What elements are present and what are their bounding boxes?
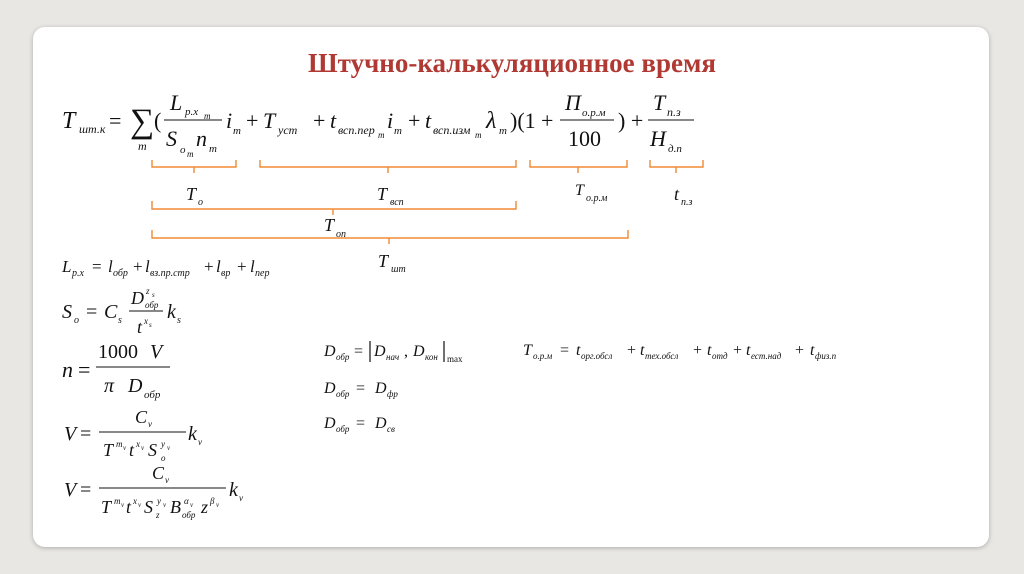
formula-l-l3: l [216, 257, 221, 276]
formula-v2-b-supsub: v [190, 501, 194, 509]
formula-l-l4-sub: пер [255, 268, 270, 279]
formula-l-l2-sub: вз.пр.стр [150, 268, 190, 279]
formula-n-v: V [150, 341, 163, 363]
formula-s-k-sub: s [177, 315, 181, 326]
H-subscript: д.п [668, 143, 682, 155]
S-subscript: o [180, 144, 186, 156]
formula-S [62, 286, 181, 337]
formula-s-eq: = [86, 301, 98, 323]
formula-t-t5-sub: физ.п [815, 351, 837, 361]
L-subsubscript: m [204, 111, 211, 121]
formula-t-plus4: + [795, 342, 805, 359]
hundred: 100 [568, 126, 601, 151]
formula-v2-s: S [144, 497, 153, 517]
formula-s-t-sup: x [144, 316, 148, 326]
formula-l-l2: l [145, 257, 150, 276]
formula-d1-d2-sub: нач [386, 352, 400, 362]
formula-s-c-sub: s [118, 315, 122, 326]
formula-D1 [323, 341, 463, 364]
i-subscript: m [233, 125, 241, 137]
formula-s-s: S [62, 301, 72, 323]
brace-Tvsp-subscript: всп [390, 197, 404, 208]
formula-l-l1: l [108, 257, 113, 276]
formula-v2-v: V [64, 479, 77, 501]
formula-d3-d-sub: обр [336, 424, 350, 434]
formula-d2-d2: D [375, 380, 387, 397]
formula-s-d-sup: z [146, 286, 150, 296]
formula-l-l4: l [250, 257, 255, 276]
formula-s-t: t [137, 317, 143, 337]
plus-4: + [541, 108, 554, 133]
t-izm-symbol: t [425, 108, 432, 133]
plus-3: + [408, 108, 421, 133]
P-symbol: П [565, 90, 581, 115]
formula-n-n: n [62, 357, 73, 382]
formula-t-t: T [523, 342, 532, 359]
formula-d1-comma: , [404, 343, 408, 360]
formula-d3-eq: = [356, 415, 366, 432]
formula-d3-d2: D [375, 415, 387, 432]
formula-t-t5: t [810, 342, 815, 359]
brace-Tvsp [260, 160, 516, 173]
n-symbol: n [196, 126, 207, 151]
formula-L [61, 257, 269, 279]
formula-t-t1: t [576, 342, 581, 359]
formula-v2-s-sub: z [156, 510, 160, 520]
T-pz-subscript: п.з [667, 105, 681, 119]
formula-t-t-sub: о.р.м [533, 351, 553, 361]
formula-l-l-sub: p.x [72, 268, 84, 279]
formula-d1-d3-sub: кон [425, 352, 438, 362]
main-formula [62, 90, 694, 159]
formula-t-plus3: + [733, 342, 743, 359]
paren-open: ( [154, 108, 162, 133]
t-izm-subsubscript: m [475, 130, 482, 140]
formula-d2-d2-sub: фр [387, 389, 398, 399]
formula-d2-d-sub: обр [336, 389, 350, 399]
formula-t-t4-sub: ест.над [751, 351, 782, 361]
formula-t-t1-sub: орг.обсл [581, 351, 613, 361]
H-symbol: H [650, 126, 666, 151]
formula-v2-t-supsub: v [138, 501, 142, 509]
formula-v2-k-sub: v [239, 493, 243, 503]
formula-l-plus3: + [237, 257, 247, 276]
formula-v2-z-sup: β [210, 496, 215, 506]
formula-v2-s-supsub: v [163, 501, 167, 509]
brace-To [152, 160, 236, 173]
formula-d2-eq: = [356, 380, 366, 397]
formula-d1-d-sub: обр [336, 352, 350, 362]
formula-d1-eq: = [354, 343, 364, 360]
formula-n-num: 1000 [98, 341, 138, 363]
t-vsp-subsubscript: m [378, 130, 385, 140]
formula-d1-d3: D [413, 343, 425, 360]
lhs-subscript: шт.к [79, 122, 106, 136]
formula-v2-c: C [152, 463, 165, 483]
lambda-subscript: m [499, 125, 507, 137]
formula-l-l: L [62, 257, 72, 276]
brace-Torm-label: T [575, 182, 584, 199]
formula-V2 [64, 463, 243, 520]
i-subscript-2: m [394, 125, 402, 137]
t-vsp-subscript: всп.пер [338, 123, 375, 137]
formula-l-l3-sub: вр [221, 268, 231, 279]
formula-t-t2-sub: тех.обсл [645, 351, 679, 361]
brace-Top-subscript: оп [336, 229, 346, 240]
formula-v2-t: T [101, 497, 112, 517]
brace-tpz-subscript: п.з [681, 197, 693, 208]
lambda-symbol: λ [486, 108, 497, 134]
lhs-symbol: T [62, 108, 76, 134]
formula-v1-s-supsub: v [167, 444, 171, 452]
formula-v2-t-sup: m [114, 496, 121, 506]
formula-d2-d: D [324, 380, 336, 397]
formula-d1-d2: D [374, 343, 386, 360]
formula-T-orm [523, 342, 837, 361]
formula-s-c: C [104, 301, 118, 323]
formula-v2-t: t [126, 497, 132, 517]
formula-v1-s-sub: o [161, 453, 166, 463]
formula-s-s-sub: o [74, 315, 79, 326]
formula-t-eq: = [560, 342, 570, 359]
formula-s-t-supsub: s [149, 321, 152, 329]
formula-t-plus1: + [627, 342, 637, 359]
t-vsp-symbol: t [330, 108, 337, 133]
brace-Torm-subscript: о.р.м [586, 193, 608, 204]
formula-s-d-sub: обр [145, 300, 159, 310]
formula-t-t3-sub: отд [712, 351, 728, 361]
formula-v1-t: t [129, 440, 135, 460]
i-symbol-2: i [387, 108, 394, 133]
sum-index: m [138, 139, 147, 153]
brace-group [152, 160, 703, 275]
formula-n-d: D [128, 375, 143, 397]
i-symbol: i [226, 108, 233, 133]
formula-v1-c-sub: v [148, 419, 152, 429]
T-pz-symbol: T [653, 90, 666, 115]
S-symbol: S [166, 126, 177, 151]
equals-sign: = [109, 108, 122, 133]
formula-v1-s: S [148, 440, 157, 460]
formula-D3 [323, 415, 395, 434]
formula-t-t4: t [746, 342, 751, 359]
formula-v2-t-sup: x [133, 496, 137, 506]
formula-s-d-supsub: s [152, 291, 155, 299]
plus-1: + [246, 108, 259, 133]
S-subsubscript: m [187, 149, 194, 159]
formula-D2 [323, 380, 398, 399]
brace-Tvsp-label: T [377, 184, 388, 204]
brace-Tsht [152, 230, 628, 244]
formula-t-t3: t [707, 342, 712, 359]
P-subscript: о.р.м [582, 107, 606, 119]
formula-v1-t-sup: x [136, 439, 140, 449]
L-subscript: p.x [185, 106, 199, 118]
formula-l-plus2: + [204, 257, 214, 276]
formula-v1-t-supsub: v [141, 444, 145, 452]
formula-v1-t-sup: m [116, 439, 123, 449]
page-title: Штучно-калькуляционное время [308, 48, 716, 78]
brace-Top-label: T [324, 215, 335, 235]
plus-2: + [313, 108, 326, 133]
formula-n-eq: = [78, 357, 91, 382]
formula-v1-v: V [64, 423, 77, 445]
formula-v2-b: B [170, 497, 181, 517]
brace-To-label: T [186, 184, 197, 204]
formula-l-plus1: + [133, 257, 143, 276]
formula-s-d: D [131, 288, 144, 308]
formula-v1-s-sup: y [161, 439, 165, 449]
formula-v2-z: z [201, 497, 209, 517]
brace-tpz [650, 160, 703, 173]
close-plus: ) + [618, 108, 644, 133]
formula-v1-k: k [188, 423, 197, 445]
T-ust-subscript: уст [278, 123, 298, 137]
brace-Torm [530, 160, 627, 173]
T-ust-symbol: T [263, 108, 276, 133]
formula-v1-t-supsub: v [123, 444, 127, 452]
n-subscript: m [209, 143, 217, 155]
L-symbol: L [170, 90, 183, 115]
formula-t-t2: t [640, 342, 645, 359]
formula-s-k: k [167, 301, 176, 323]
formula-v2-b-sup: α [184, 496, 189, 506]
sum-sign: ∑ [130, 103, 155, 140]
formula-v2-eq: = [80, 479, 92, 501]
formula-v2-c-sub: v [165, 475, 169, 485]
formula-v2-t-supsub: v [121, 501, 125, 509]
formula-v1-eq: = [80, 423, 92, 445]
formula-v2-k: k [229, 479, 238, 501]
close-mult: )(1 [510, 108, 536, 133]
t-izm-subscript: всп.изм [433, 123, 471, 137]
formula-l-eq: = [92, 257, 102, 276]
formula-v1-k-sub: v [198, 437, 202, 447]
brace-Top [152, 201, 516, 215]
brace-To-subscript: o [198, 197, 203, 208]
formula-n [62, 341, 170, 401]
brace-tpz-label: t [674, 184, 680, 204]
brace-Tsht-subscript: шт [391, 264, 406, 275]
formula-v2-s-sup: y [157, 496, 161, 506]
formula-v2-z-supsub: v [216, 501, 220, 509]
formula-d1-max: max [447, 354, 463, 364]
formula-V1 [64, 407, 202, 463]
formula-t-plus2: + [693, 342, 703, 359]
brace-Tsht-label: T [378, 251, 389, 271]
formula-d3-d: D [324, 415, 336, 432]
formula-v2-b-sub: обр [182, 510, 196, 520]
formula-d3-d2-sub: св [387, 424, 395, 434]
formula-v1-t: T [103, 440, 114, 460]
formula-l-l1-sub: обр [113, 268, 128, 279]
formula-n-pi: π [104, 375, 115, 397]
formula-n-d-sub: обр [144, 389, 161, 401]
formula-v1-c: C [135, 407, 148, 427]
formula-d1-d: D [324, 343, 336, 360]
